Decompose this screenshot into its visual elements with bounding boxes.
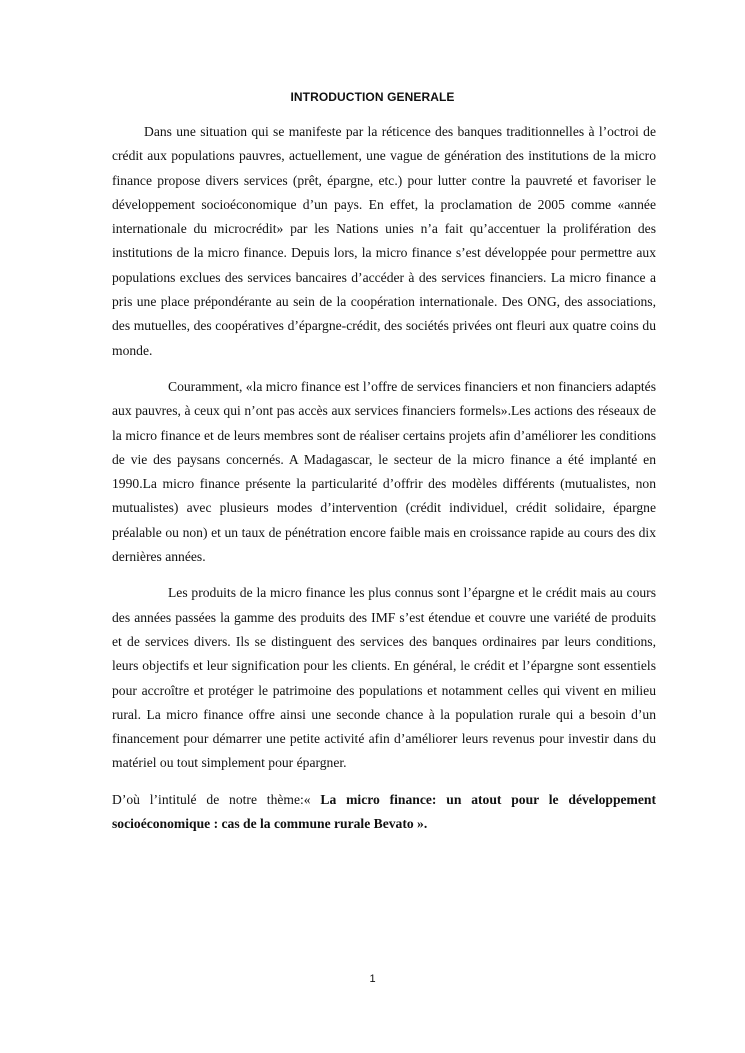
thesis-title: La micro finance: un atout pour le développement socioéconomique : cas de la commune rurale Bevato ». [112, 791, 656, 832]
paragraph-2: Couramment, «la micro finance est l’offre de services financiers et non financiers adaptés aux pauvres, à ceux qui n’ont pas accès aux services financiers formels».Les actions des réseaux de la micro finance et de leurs membres sont de réaliser certains projets afin d’améliorer les conditions de vie des paysans concernés. A Madagascar, le secteur de la micro finance a été implanté en 1990.La micro finance présente la particularité d’offrir des modèles différents (mutualistes, non mutualistes) avec plusieurs modes d’intervention (crédit individuel, crédit solidaire, épargne préalable ou non) et un taux de pénétration encore faible mais en croissance rapide au cours des dix dernières années. [112, 378, 656, 565]
paragraph-3: Les produits de la micro finance les plus connus sont l’épargne et le crédit mais au cours des années passées la gamme des produits des IMF s’est étendue et couvre une variété de produits et de services divers. Ils se distinguent des services des banques ordinaires par leurs conditions, leurs objectifs et leur signification pour les clients. En général, le crédit et l’épargne sont essentiels pour accroître et protéger le patrimoine des populations et notamment celles qui vivent en milieu rural. La micro finance offre ainsi une seconde chance à la population rurale qui a besoin d’un financement pour démarrer une petite activité afin d’améliorer leurs revenus pour investir dans du matériel ou tout simplement pour épargner. [112, 585, 656, 771]
page-title: INTRODUCTION GENERALE [290, 90, 455, 104]
conclusion-paragraph [112, 788, 656, 837]
paragraph-1: Dans une situation qui se manifeste par la réticence des banques traditionnelles à l’octroi de crédit aux populations pauvres, actuellement, une vague de génération des institutions de la micro finance propose divers services (prêt, épargne, etc.) pour lutter contre la pauvreté et favoriser le développement socioéconomique d’un pays. En effet, la proclamation de 2005 comme «année internationale du microcrédit» par les Nations unies n’a fait qu’accentuer la prolifération des institutions de la micro finance. Depuis lors, la micro finance s’est développée pour permettre aux populations exclues des services bancaires d’accéder à des services financiers. La micro finance a pris une place prépondérante au sein de la coopération internationale. Des ONG, des associations, des mutuelles, des coopératives d’épargne-crédit, des sociétés privées ont fleuri aux quatre coins du monde. [112, 124, 656, 358]
conclusion-prefix: D’où l’intitulé de notre thème:« [112, 791, 321, 807]
body-text [112, 120, 656, 848]
page-number: 1 [369, 973, 376, 985]
